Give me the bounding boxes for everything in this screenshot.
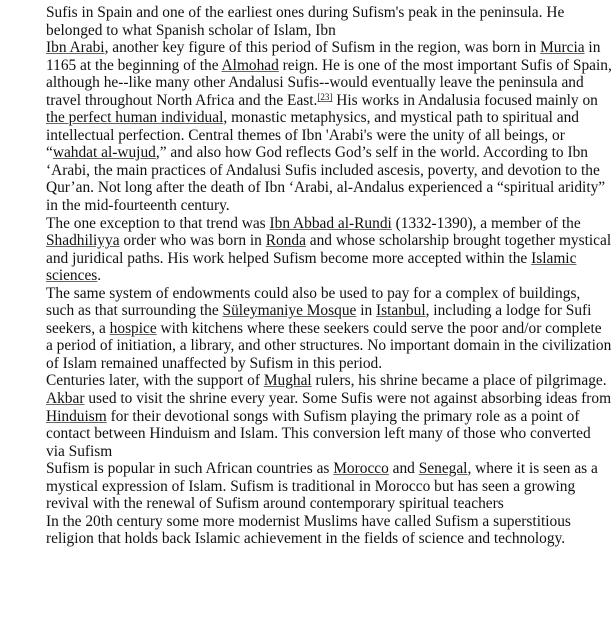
paragraph-text: , where it is seen as a mystical expression of Islam. Sufism is traditional in Morocco but has seen a growing revival with the renewal of Sufism around contemporary spiritual teachers	[46, 460, 598, 513]
paragraph-text: reign. He is one of the most important Sufis of Spain, although he--like many other Andalusi Sufis--would eventually leave the peninsula and travel throughout North Africa and the East.	[46, 56, 612, 109]
paragraph-text: ,” and also how God reflects God’s self in the world. According to Ibn ‘Arabi, the main practices of Andalusi Sufis included ascesis, poverty, and devotion to the Qur’an. Not long after the death of Ibn ‘Arabi, al-Andalus experienced a “spiritual aridity” in the mid-fourteenth century.	[46, 144, 606, 215]
paragraph-text: (1332-1390), a member of the	[391, 214, 581, 232]
link-hinduism[interactable]: Hinduism	[46, 407, 107, 425]
link-mughal[interactable]: Mughal	[263, 372, 312, 390]
paragraph-ibn-arabi	[46, 39, 612, 214]
paragraph-mughal-shrine	[46, 372, 612, 460]
link-islamic-sciences[interactable]: Islamic sciences	[46, 249, 577, 285]
document-body	[46, 4, 612, 548]
paragraph-text: order who was born in	[119, 232, 266, 250]
citation-23-link[interactable]: [23]	[317, 91, 333, 102]
link-perfect-human-individual[interactable]: the perfect human individual	[46, 109, 224, 127]
link-ronda[interactable]: Ronda	[265, 232, 306, 250]
paragraph-text: used to visit the shrine every year. Some Sufis were not against absorbing ideas from	[84, 390, 612, 408]
link-morocco[interactable]: Morocco	[333, 460, 389, 478]
paragraph-text: in 1165 at the beginning of the	[46, 39, 601, 74]
paragraph-text: In the 20th century some more modernist Muslims have called Sufism a superstitious religion that holds back Islamic achievement in the fields of science and technology.	[46, 512, 571, 548]
paragraph-text: Sufis in Spain and one of the earliest ones during Sufism's peak in the peninsula. He belonged to what Spanish scholar of Islam, Ibn	[46, 4, 565, 39]
paragraph-text: and	[388, 460, 419, 478]
link-hospice[interactable]: hospice	[109, 319, 157, 337]
paragraph-text: rulers, his shrine became a place of pilgrimage.	[311, 372, 607, 390]
paragraph-text: His works in Andalusia focused mainly on	[332, 91, 598, 109]
paragraph-endowments	[46, 285, 612, 373]
link-shadhiliyya[interactable]: Shadhiliyya	[46, 232, 120, 250]
paragraph-text: for their devotional songs with Sufism playing the primary role as a point of contact between Hinduism and Islam. This conversion left many of those who converted via Sufism	[46, 407, 591, 460]
paragraph-ibn-abbad	[46, 215, 612, 285]
paragraph-text: with kitchens where these seekers could serve the poor and/or complete a period of initiation, a library, and other structures. No important domain in the civilization of Islam remained unaffected by Sufism in this period.	[46, 319, 612, 372]
link-wahdat-al-wujud[interactable]: wahdat al-wujud	[52, 144, 156, 162]
paragraph-text: , including a lodge for Sufi seekers, a	[46, 302, 592, 337]
paragraph-sufis-in-spain	[46, 4, 612, 39]
paragraph-text: , monastic metaphysics, and mystical path to spiritual and intellectual perfection. Central themes of Ibn 'Arabi's were the unity of all beings, or “	[46, 109, 579, 162]
link-istanbul[interactable]: Istanbul	[376, 302, 426, 320]
paragraph-text: The same system of endowments could also be used to pay for a complex of buildings, such as that surrounding the	[46, 284, 581, 320]
paragraph-20th-century	[46, 513, 612, 548]
link-murcia[interactable]: Murcia	[540, 39, 585, 57]
link-almohad[interactable]: Almohad	[221, 56, 279, 74]
paragraph-african-countries	[46, 460, 612, 513]
paragraph-text: Centuries later, with the support of	[46, 372, 264, 390]
link-suleymaniye-mosque[interactable]: Süleymaniye Mosque	[222, 302, 357, 320]
paragraph-text: in	[356, 302, 377, 320]
paragraph-text: , another key figure of this period of Sufism in the region, was born in	[104, 39, 541, 57]
link-ibn-abbad-al-rundi[interactable]: Ibn Abbad al-Rundi	[269, 214, 392, 232]
link-ibn-arabi[interactable]: Ibn Arabi	[46, 39, 105, 57]
link-akbar[interactable]: Akbar	[46, 390, 85, 408]
paragraph-text: The one exception to that trend was	[46, 214, 270, 232]
link-senegal[interactable]: Senegal	[418, 460, 468, 478]
paragraph-text: and whose scholarship brought together mystical and juridical paths. His work helped Sufism become more accepted within the	[46, 232, 612, 267]
paragraph-text: Sufism is popular in such African countries as	[46, 460, 334, 478]
paragraph-text: .	[97, 267, 102, 285]
